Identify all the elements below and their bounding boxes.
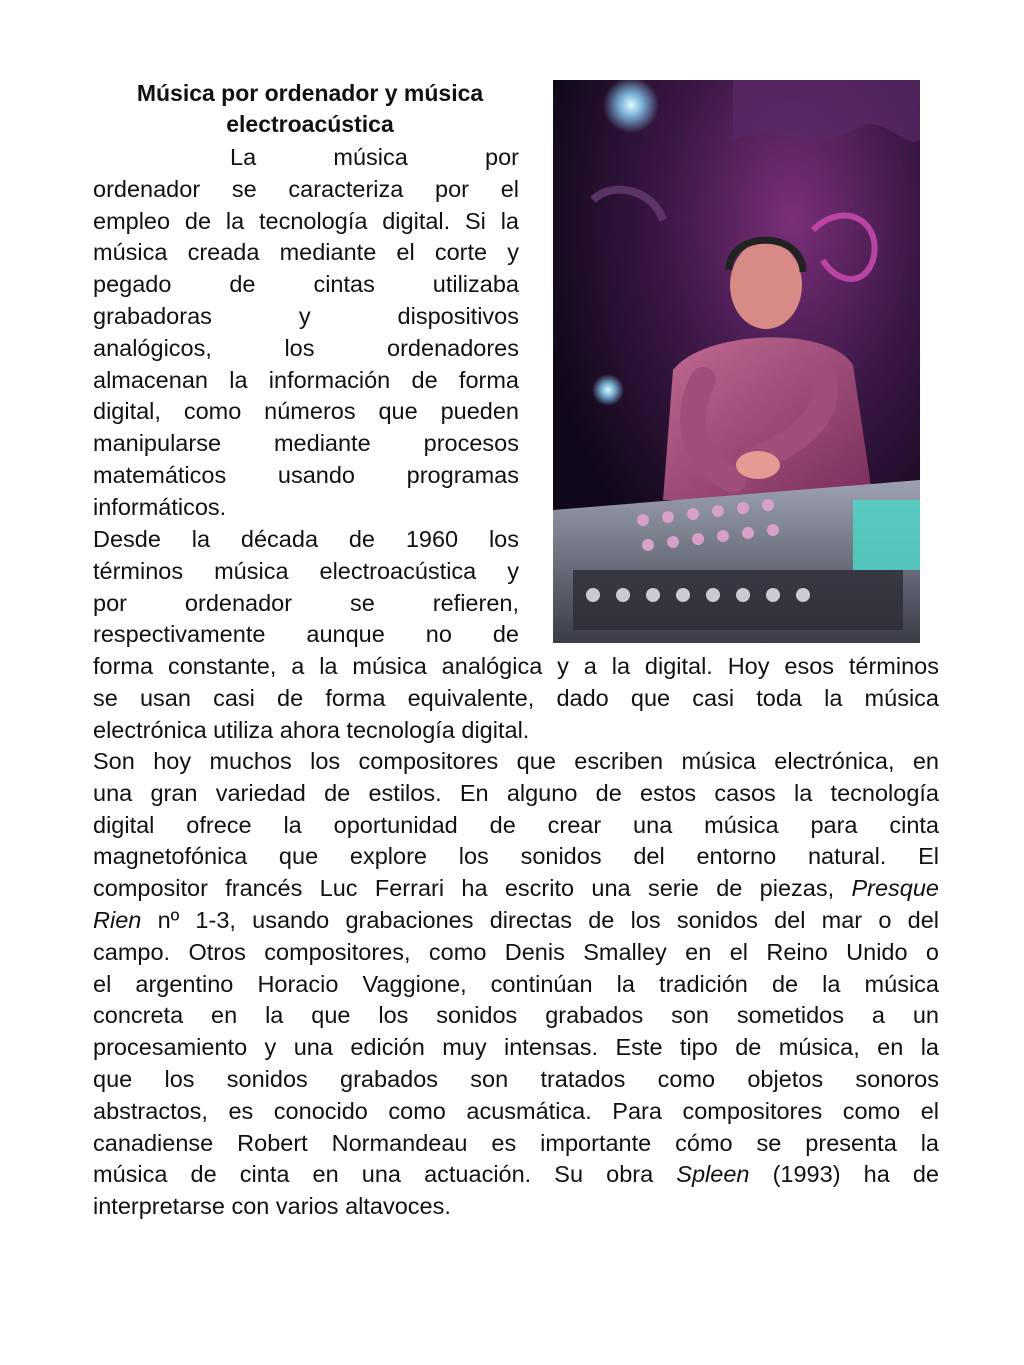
paragraph-line: pegado de cintas utilizaba (93, 271, 519, 298)
paragraph-line: interpretarse con varios altavoces. (93, 1193, 451, 1220)
text-run: compositor francés Luc Ferrari ha escrito una serie de piezas, (93, 875, 852, 902)
person-hand (736, 451, 780, 479)
paragraph-2-narrow (93, 524, 519, 651)
work-title-rien: Rien (93, 906, 142, 933)
title-line-2: electroacústica (226, 111, 394, 137)
paragraph-line: abstractos, es conocido como acusmática. Para compositores como el (93, 1097, 939, 1124)
paragraph-line: Desde la década de 1960 los (93, 526, 519, 552)
paragraph-line: respectivamente aunque no de (93, 621, 519, 648)
paragraph-line: grabadoras y dispositivos (93, 302, 519, 329)
text-run: (1993) ha de (749, 1161, 940, 1188)
paragraph-line: términos música electroacústica y (93, 557, 519, 584)
paragraph-line: digital, como números que pueden (93, 398, 519, 425)
paragraph-line: forma constante, a la música analógica y a la digital. Hoy esos términos (93, 653, 939, 679)
paragraph-2-wide (93, 651, 939, 746)
stage-light (592, 374, 624, 406)
paragraph-line (93, 1159, 939, 1191)
page-title (93, 78, 527, 140)
text-run: música de cinta en una actuación. Su obra (93, 1161, 677, 1188)
paragraph-1 (93, 142, 519, 524)
paragraph-line: ordenador se caracteriza por el (93, 175, 519, 202)
photo-illustration (553, 80, 920, 643)
paragraph-line: matemáticos usando programas (93, 461, 519, 488)
paragraph-line: por ordenador se refieren, (93, 589, 519, 616)
paragraph-line: analógicos, los ordenadores (93, 334, 519, 361)
paragraph-line: informáticos. (93, 493, 227, 520)
paragraph-line: el argentino Horacio Vaggione, continúan la tradición de la música (93, 970, 939, 997)
paragraph-line: se usan casi de forma equivalente, dado que casi toda la música (93, 684, 939, 711)
text-run: nº 1-3, usando grabaciones directas de los sonidos del mar o del (141, 906, 939, 933)
paragraph-line: La música por (230, 144, 519, 170)
title-line-1: Música por ordenador y música (136, 80, 484, 106)
paragraph-line: manipularse mediante procesos (93, 430, 519, 457)
work-title-presque: Presque (851, 875, 939, 902)
paragraph-line: campo. Otros compositores, como Denis Smalley en el Reino Unido o (93, 938, 939, 965)
paragraph-line: que los sonidos grabados son tratados como objetos sonoros (93, 1065, 939, 1092)
paragraph-line: magnetofónica que explore los sonidos del entorno natural. El (93, 843, 939, 870)
paragraph-line (93, 873, 939, 905)
dj-at-mixer-photo (553, 80, 920, 643)
paragraph-line: música creada mediante el corte y (93, 239, 519, 266)
paragraph-line (93, 905, 939, 937)
paragraph-line: Son hoy muchos los compositores que escriben música electrónica, en (93, 748, 939, 774)
paragraph-line: empleo de la tecnología digital. Si la (93, 207, 519, 234)
paragraph-line: canadiense Robert Normandeau es importante cómo se presenta la (93, 1129, 939, 1156)
equipment-panel (853, 500, 920, 570)
paragraph-line: digital ofrece la oportunidad de crear una música para cinta (93, 811, 939, 838)
paragraph-line: electrónica utiliza ahora tecnología digital. (93, 716, 530, 743)
person-head (730, 241, 802, 329)
paragraph-line: una gran variedad de estilos. En alguno de estos casos la tecnología (93, 779, 939, 806)
paragraph-line: procesamiento y una edición muy intensas. Este tipo de música, en la (93, 1034, 939, 1061)
paragraph-line: almacenan la información de forma (93, 366, 519, 393)
paragraph-line: concreta en la que los sonidos grabados son sometidos a un (93, 1002, 939, 1029)
paragraph-3 (93, 746, 939, 1223)
work-title-spleen: Spleen (676, 1161, 750, 1188)
